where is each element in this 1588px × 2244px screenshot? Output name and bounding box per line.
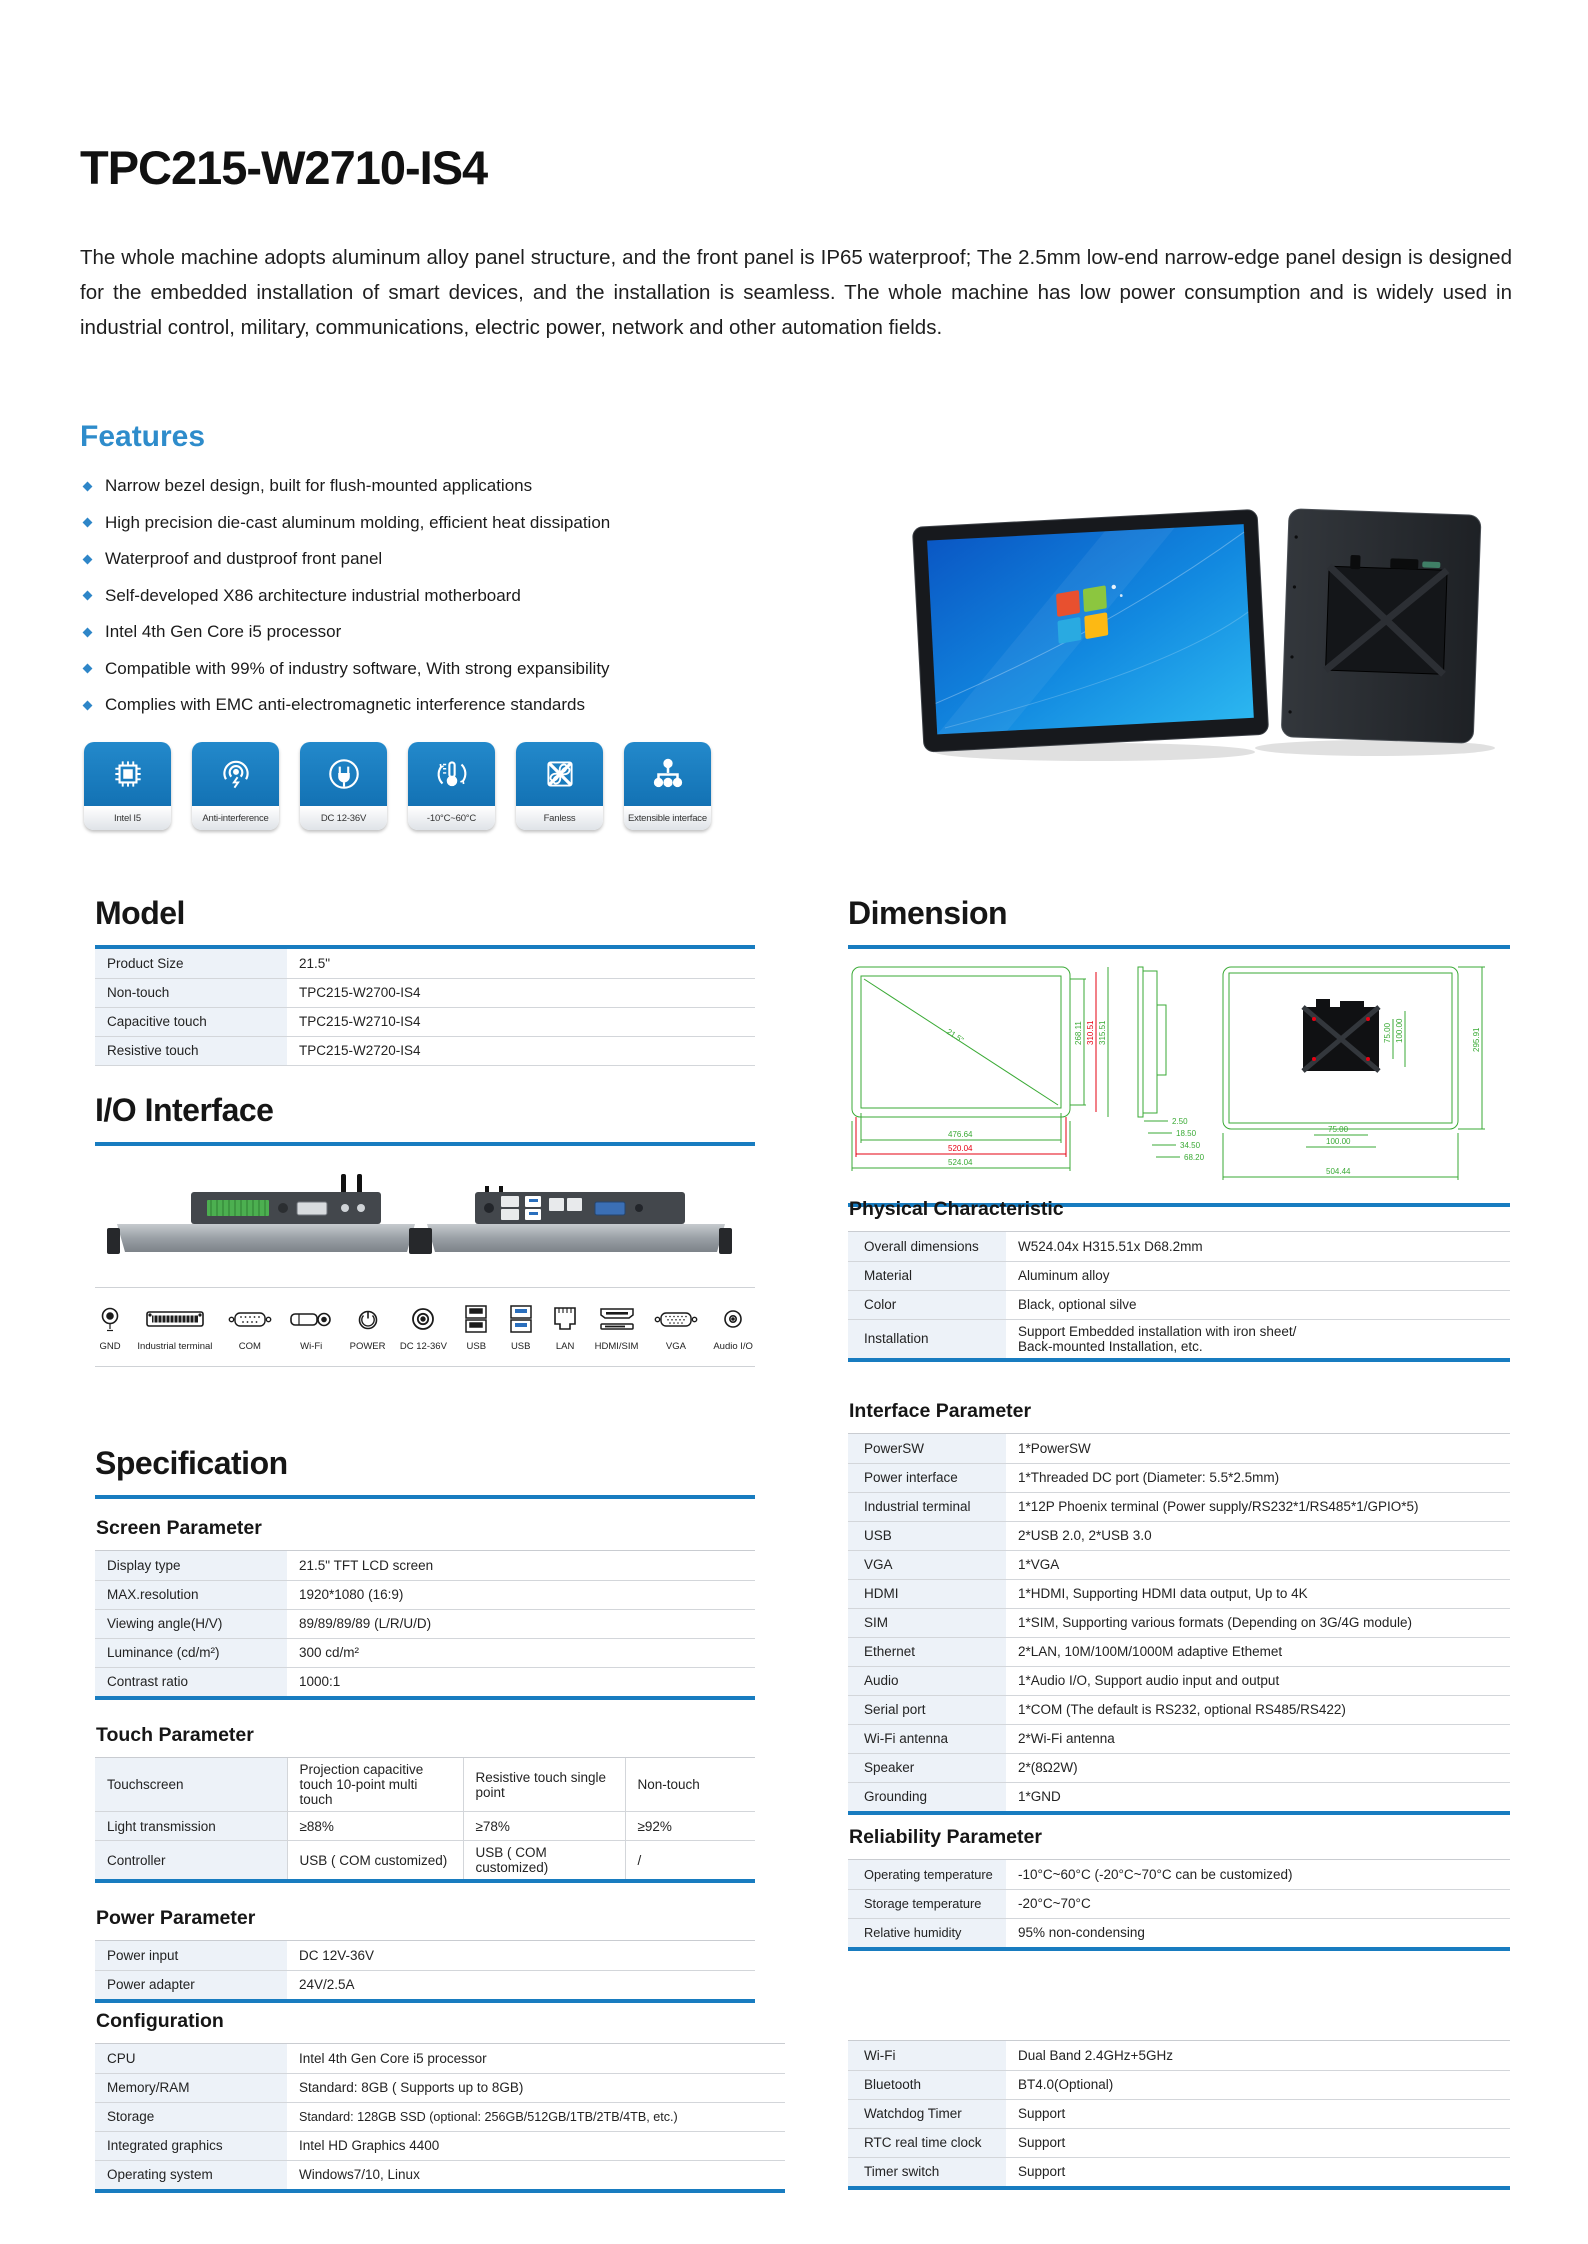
row-value: Support	[1006, 2128, 1510, 2157]
row-label: Operating temperature	[848, 1860, 1006, 1889]
table-row	[95, 1580, 755, 1609]
feature-item	[80, 586, 720, 606]
badge-extensible	[624, 742, 711, 830]
row-value: ≥92%	[625, 1812, 755, 1841]
table-row	[848, 1608, 1510, 1637]
feature-text: Self-developed X86 architecture industrial motherboard	[105, 585, 521, 605]
interface-parameter-section	[848, 1400, 1510, 1815]
dim-label: 504.44	[1326, 1167, 1351, 1176]
row-value: 1*HDMI, Supporting HDMI data output, Up to 4K	[1006, 1579, 1510, 1608]
dim-label: 2.50	[1172, 1117, 1188, 1126]
table-row	[95, 949, 755, 978]
table-row	[95, 1758, 755, 1812]
bullet-icon	[83, 591, 93, 601]
row-label: HDMI	[848, 1579, 1006, 1608]
table-row	[95, 1007, 755, 1036]
table-row	[848, 1521, 1510, 1550]
port-item: LAN	[550, 1304, 580, 1352]
usb3-port-icon	[506, 1304, 536, 1334]
row-value: -10°C~60°C (-20°C~70°C can be customized)	[1018, 1866, 1293, 1882]
row-value: 1*SIM, Supporting various formats (Depending on 3G/4G module)	[1006, 1608, 1510, 1637]
row-label: Contrast ratio	[95, 1667, 287, 1696]
dim-label: 315.51	[1098, 1020, 1107, 1045]
features-heading: Features	[80, 420, 206, 453]
configuration-section	[95, 2010, 785, 2193]
screen-parameter-heading: Screen Parameter	[96, 1517, 262, 1539]
row-value: 24V/2.5A	[287, 1970, 755, 1999]
table-row	[95, 2044, 785, 2073]
row-value: 1*COM (The default is RS232, optional RS485/RS422)	[1006, 1695, 1510, 1724]
row-value: Resistive touch single point	[463, 1758, 625, 1812]
dim-label: 75.00	[1383, 1022, 1392, 1043]
badge-intel-i5	[84, 742, 171, 830]
table-row	[95, 2073, 785, 2102]
touch-parameter-table	[95, 1757, 755, 1883]
product-photo	[880, 470, 1500, 780]
io-interface-section	[95, 1092, 755, 1367]
row-label: Speaker	[848, 1753, 1006, 1782]
port-item: POWER	[350, 1304, 386, 1352]
row-label: Capacitive touch	[95, 1007, 287, 1036]
table-row	[95, 2102, 785, 2131]
section-rule	[848, 945, 1510, 949]
badge-label: Anti-interference	[192, 806, 279, 830]
thermometer-icon	[408, 742, 495, 806]
feature-text: Waterproof and dustproof front panel	[105, 549, 383, 568]
table-row	[848, 1666, 1510, 1695]
port-item: USB	[461, 1304, 491, 1352]
row-label: RTC real time clock	[848, 2128, 1006, 2157]
screen-parameter-table	[95, 1550, 755, 1700]
row-value: 1920*1080 (16:9)	[287, 1580, 755, 1609]
row-value: 21.5" TFT LCD screen	[299, 1557, 434, 1573]
row-value-line: Back-mounted Installation, etc.	[1018, 1338, 1203, 1354]
row-value: Projection capacitive touch 10-point multi touch	[287, 1758, 463, 1812]
table-row	[848, 1753, 1510, 1782]
table-row	[95, 1970, 755, 1999]
table-row	[95, 1036, 755, 1065]
physical-characteristic-section	[848, 1198, 1510, 1362]
port-item: Audio I/O	[713, 1304, 753, 1352]
feature-item	[80, 622, 720, 642]
row-value: W524.04x H315.51x D68.2mm	[1018, 1238, 1203, 1254]
usb2-port-icon	[461, 1304, 491, 1334]
page-title: TPC215-W2710-IS4	[80, 141, 488, 194]
dim-label: 295.91	[1472, 1027, 1481, 1052]
table-row	[848, 1434, 1510, 1463]
row-label: Touchscreen	[95, 1758, 287, 1812]
feature-item	[80, 476, 720, 496]
dim-label: 75.00	[1328, 1125, 1349, 1134]
reliability-parameter-heading: Reliability Parameter	[849, 1826, 1042, 1848]
port-item: DC 12-36V	[400, 1304, 447, 1352]
power-parameter-table	[95, 1940, 755, 2003]
row-value: DC 12V-36V	[299, 1947, 375, 1963]
divider	[95, 1366, 755, 1367]
row-value: 2*USB 2.0, 2*USB 3.0	[1006, 1521, 1510, 1550]
badge-label: -10°C~60°C	[408, 806, 495, 830]
badge-label: DC 12-36V	[300, 806, 387, 830]
lan-port-icon	[550, 1304, 580, 1334]
features-list	[80, 476, 720, 715]
row-value: TPC215-W2710-IS4	[287, 1007, 755, 1036]
fanless-icon	[516, 742, 603, 806]
row-value: Standard: 128GB SSD (optional: 256GB/512GB/1TB/2TB/4TB, etc.)	[287, 2102, 785, 2131]
row-value: 2*Wi-Fi antenna	[1006, 1724, 1510, 1753]
row-value: 2*LAN, 10M/100M/1000M adaptive Ethemet	[1006, 1637, 1510, 1666]
row-value: 1*Audio I/O, Support audio input and output	[1006, 1666, 1510, 1695]
row-label: Ethernet	[848, 1637, 1006, 1666]
row-value: 1000:1	[287, 1667, 755, 1696]
com-port-icon	[227, 1304, 273, 1334]
row-label: Storage temperature	[848, 1889, 1006, 1918]
port-item: HDMI/SIM	[595, 1304, 639, 1352]
row-value: Aluminum alloy	[1006, 1261, 1510, 1290]
row-label: Memory/RAM	[95, 2073, 287, 2102]
table-row	[848, 2157, 1510, 2186]
row-value: Dual Band 2.4GHz+5GHz	[1018, 2047, 1173, 2063]
table-row	[848, 2070, 1510, 2099]
row-value: Intel 4th Gen Core i5 processor	[299, 2050, 487, 2066]
row-value	[1006, 1319, 1510, 1358]
bullet-icon	[83, 518, 93, 528]
row-value: 21.5"	[299, 955, 331, 971]
dim-label: 524.04	[948, 1158, 973, 1167]
feature-item	[80, 695, 720, 715]
row-value: USB ( COM customized)	[287, 1841, 463, 1880]
table-row	[848, 2128, 1510, 2157]
row-label: MAX.resolution	[95, 1580, 287, 1609]
reliability-parameter-section	[848, 1826, 1510, 1951]
table-row	[848, 1261, 1510, 1290]
table-row	[848, 1918, 1510, 1947]
dim-label: 520.04	[948, 1144, 973, 1153]
row-value-line: Support Embedded installation with iron sheet/	[1018, 1323, 1297, 1339]
row-label: Bluetooth	[848, 2070, 1006, 2099]
dimension-drawing	[848, 955, 1510, 1193]
row-label: Serial port	[848, 1695, 1006, 1724]
row-value: Intel HD Graphics 4400	[287, 2131, 785, 2160]
row-label: Power adapter	[95, 1970, 287, 1999]
dim-label: 476.64	[948, 1130, 973, 1139]
feature-text: Complies with EMC anti-electromagnetic interference standards	[105, 695, 585, 714]
dim-label: 100.00	[1395, 1018, 1404, 1043]
row-label: Wi-Fi antenna	[848, 1724, 1006, 1753]
reliability-parameter-table	[848, 1859, 1510, 1951]
power-plug-icon	[300, 742, 387, 806]
row-label: Audio	[848, 1666, 1006, 1695]
interface-parameter-table	[848, 1433, 1510, 1815]
table-row	[95, 1841, 755, 1880]
feature-item	[80, 549, 720, 569]
row-label: Integrated graphics	[95, 2131, 287, 2160]
configuration-right	[848, 2040, 1510, 2190]
row-value: 1*GND	[1006, 1782, 1510, 1811]
industrial-terminal-port-icon	[143, 1304, 207, 1334]
interface-parameter-heading: Interface Parameter	[849, 1400, 1032, 1422]
port-item: GND	[97, 1304, 123, 1352]
row-label: Light transmission	[95, 1812, 287, 1841]
table-row	[848, 2099, 1510, 2128]
row-label: Display type	[95, 1551, 287, 1580]
port-item: COM	[227, 1304, 273, 1352]
bullet-icon	[83, 700, 93, 710]
section-rule	[95, 1495, 755, 1499]
badge-dc-power	[300, 742, 387, 830]
row-value: 1*Threaded DC port (Diameter: 5.5*2.5mm)	[1006, 1463, 1510, 1492]
intro-paragraph: The whole machine adopts aluminum alloy panel structure, and the front panel is IP65 waterproof; The 2.5mm low-end narrow-edge panel design is designed for the embedded installation of smart devices, and the installation is seamless. The whole machine has low power consumption and is widely used in industrial control, military, communications, electric power, network and other automation fields.	[80, 246, 1512, 339]
configuration-left-table	[95, 2043, 785, 2193]
row-label: Watchdog Timer	[848, 2099, 1006, 2128]
row-value: TPC215-W2700-IS4	[287, 978, 755, 1007]
dim-label: 310.51	[1086, 1020, 1095, 1045]
table-row	[848, 1695, 1510, 1724]
dim-label: 21.5"	[944, 1027, 966, 1045]
row-value: TPC215-W2720-IS4	[287, 1036, 755, 1065]
configuration-heading: Configuration	[96, 2010, 224, 2032]
port-item: Wi-Fi	[287, 1304, 335, 1352]
badge-fanless	[516, 742, 603, 830]
feature-badges	[84, 742, 711, 830]
port-icon-row	[95, 1288, 755, 1366]
table-row	[95, 1941, 755, 1970]
dimension-section	[848, 895, 1510, 1207]
model-heading: Model	[95, 895, 185, 931]
row-label: Overall dimensions	[848, 1232, 1006, 1261]
row-label: VGA	[848, 1550, 1006, 1579]
row-label: Operating system	[95, 2160, 287, 2189]
dim-label: 34.50	[1180, 1141, 1201, 1150]
dim-label: 68.20	[1184, 1153, 1205, 1162]
power-parameter-heading: Power Parameter	[96, 1907, 256, 1929]
row-label: Industrial terminal	[848, 1492, 1006, 1521]
badge-temperature	[408, 742, 495, 830]
row-value: Non-touch	[625, 1758, 755, 1812]
dim-label: 100.00	[1326, 1137, 1351, 1146]
feature-item	[80, 513, 720, 533]
table-row	[95, 978, 755, 1007]
feature-text: Narrow bezel design, built for flush-mounted applications	[105, 476, 533, 495]
port-item: Industrial terminal	[137, 1304, 212, 1352]
row-value: 95% non-condensing	[1006, 1918, 1510, 1947]
row-label: USB	[848, 1521, 1006, 1550]
row-value: -20°C~70°C	[1006, 1889, 1510, 1918]
bullet-icon	[83, 554, 93, 564]
row-value: Support	[1006, 2099, 1510, 2128]
physical-characteristic-heading: Physical Characteristic	[849, 1198, 1064, 1220]
row-value: ≥78%	[463, 1812, 625, 1841]
dc-jack-port-icon	[406, 1304, 440, 1334]
io-interface-heading: I/O Interface	[95, 1092, 274, 1128]
port-item: USB	[506, 1304, 536, 1352]
table-row	[95, 1609, 755, 1638]
model-section	[95, 895, 755, 1066]
row-value: Standard: 8GB ( Supports up to 8GB)	[287, 2073, 785, 2102]
table-row	[95, 1638, 755, 1667]
port-item: VGA	[653, 1304, 699, 1352]
extensible-interface-icon	[624, 742, 711, 806]
anti-interference-icon	[192, 742, 279, 806]
row-label: Viewing angle(H/V)	[95, 1609, 287, 1638]
row-value: /	[625, 1841, 755, 1880]
row-label: PowerSW	[848, 1434, 1006, 1463]
table-row	[848, 1889, 1510, 1918]
row-label: Material	[848, 1261, 1006, 1290]
badge-label: Fanless	[516, 806, 603, 830]
dimension-heading: Dimension	[848, 895, 1008, 931]
model-table	[95, 945, 755, 1066]
row-label: Color	[848, 1290, 1006, 1319]
feature-text: Intel 4th Gen Core i5 processor	[105, 622, 342, 641]
vga-port-icon	[653, 1304, 699, 1334]
row-value: USB ( COM customized)	[463, 1841, 625, 1880]
device-rear-edge-image	[95, 1156, 755, 1274]
hdmi-sim-port-icon	[595, 1304, 639, 1334]
row-label: SIM	[848, 1608, 1006, 1637]
row-value: Windows7/10, Linux	[287, 2160, 785, 2189]
table-row	[848, 1319, 1510, 1358]
row-value: 1*VGA	[1006, 1550, 1510, 1579]
table-row	[848, 1492, 1510, 1521]
bullet-icon	[83, 627, 93, 637]
table-row	[95, 2131, 785, 2160]
row-label: Luminance (cd/m²)	[95, 1638, 287, 1667]
table-row	[848, 1860, 1510, 1889]
table-row	[848, 1550, 1510, 1579]
gnd-port-icon	[97, 1304, 123, 1334]
badge-anti-interference	[192, 742, 279, 830]
row-label: Product Size	[95, 949, 287, 978]
row-value: 1*12P Phoenix terminal (Power supply/RS232*1/RS485*1/GPIO*5)	[1006, 1492, 1510, 1521]
feature-text: High precision die-cast aluminum molding, efficient heat dissipation	[105, 512, 611, 532]
section-rule	[95, 1142, 755, 1146]
row-label: Grounding	[848, 1782, 1006, 1811]
row-label: Non-touch	[95, 978, 287, 1007]
bullet-icon	[83, 664, 93, 674]
configuration-right-table	[848, 2040, 1510, 2190]
row-label: Wi-Fi	[848, 2041, 1006, 2070]
dim-label: 18.50	[1176, 1129, 1197, 1138]
row-label: Power input	[95, 1941, 287, 1970]
row-value: Black, optional silve	[1006, 1290, 1510, 1319]
table-row	[95, 1812, 755, 1841]
table-row	[95, 2160, 785, 2189]
specification-section	[95, 1445, 755, 2003]
row-label: Controller	[95, 1841, 287, 1880]
row-label: Power interface	[848, 1463, 1006, 1492]
row-value: Support	[1006, 2157, 1510, 2186]
table-row	[848, 1637, 1510, 1666]
bullet-icon	[83, 481, 93, 491]
table-row	[848, 2041, 1510, 2070]
row-label: CPU	[95, 2044, 287, 2073]
specification-heading: Specification	[95, 1445, 288, 1481]
row-label: Relative humidity	[848, 1918, 1006, 1947]
row-label: Resistive touch	[95, 1036, 287, 1065]
table-row	[848, 1724, 1510, 1753]
physical-characteristic-table	[848, 1231, 1510, 1362]
table-row	[848, 1232, 1510, 1261]
table-row	[95, 1551, 755, 1580]
power-button-port-icon	[353, 1304, 383, 1334]
table-row	[848, 1782, 1510, 1811]
panel-pc-front-back-image	[880, 470, 1500, 780]
dim-label: 268.11	[1074, 1021, 1083, 1045]
wifi-antenna-port-icon	[287, 1304, 335, 1334]
row-label: Storage	[95, 2102, 287, 2131]
cpu-chip-icon	[84, 742, 171, 806]
table-row	[95, 1667, 755, 1696]
row-label: Timer switch	[848, 2157, 1006, 2186]
row-value: 2*(8Ω2W)	[1006, 1753, 1510, 1782]
row-value: 89/89/89/89 (L/R/U/D)	[287, 1609, 755, 1638]
table-row	[848, 1463, 1510, 1492]
table-row	[848, 1579, 1510, 1608]
touch-parameter-heading: Touch Parameter	[96, 1724, 254, 1746]
row-value: 1*PowerSW	[1018, 1440, 1091, 1456]
audio-io-port-icon	[720, 1304, 746, 1334]
table-row	[848, 1290, 1510, 1319]
badge-label: Extensible interface	[624, 806, 711, 830]
row-value: BT4.0(Optional)	[1006, 2070, 1510, 2099]
feature-text: Compatible with 99% of industry software, With strong expansibility	[105, 658, 610, 678]
row-value: ≥88%	[287, 1812, 463, 1841]
header	[80, 140, 1512, 195]
features-section	[80, 420, 720, 732]
row-label: Installation	[848, 1319, 1006, 1358]
feature-item	[80, 659, 720, 679]
row-value: 300 cd/m²	[287, 1638, 755, 1667]
badge-label: Intel I5	[84, 806, 171, 830]
